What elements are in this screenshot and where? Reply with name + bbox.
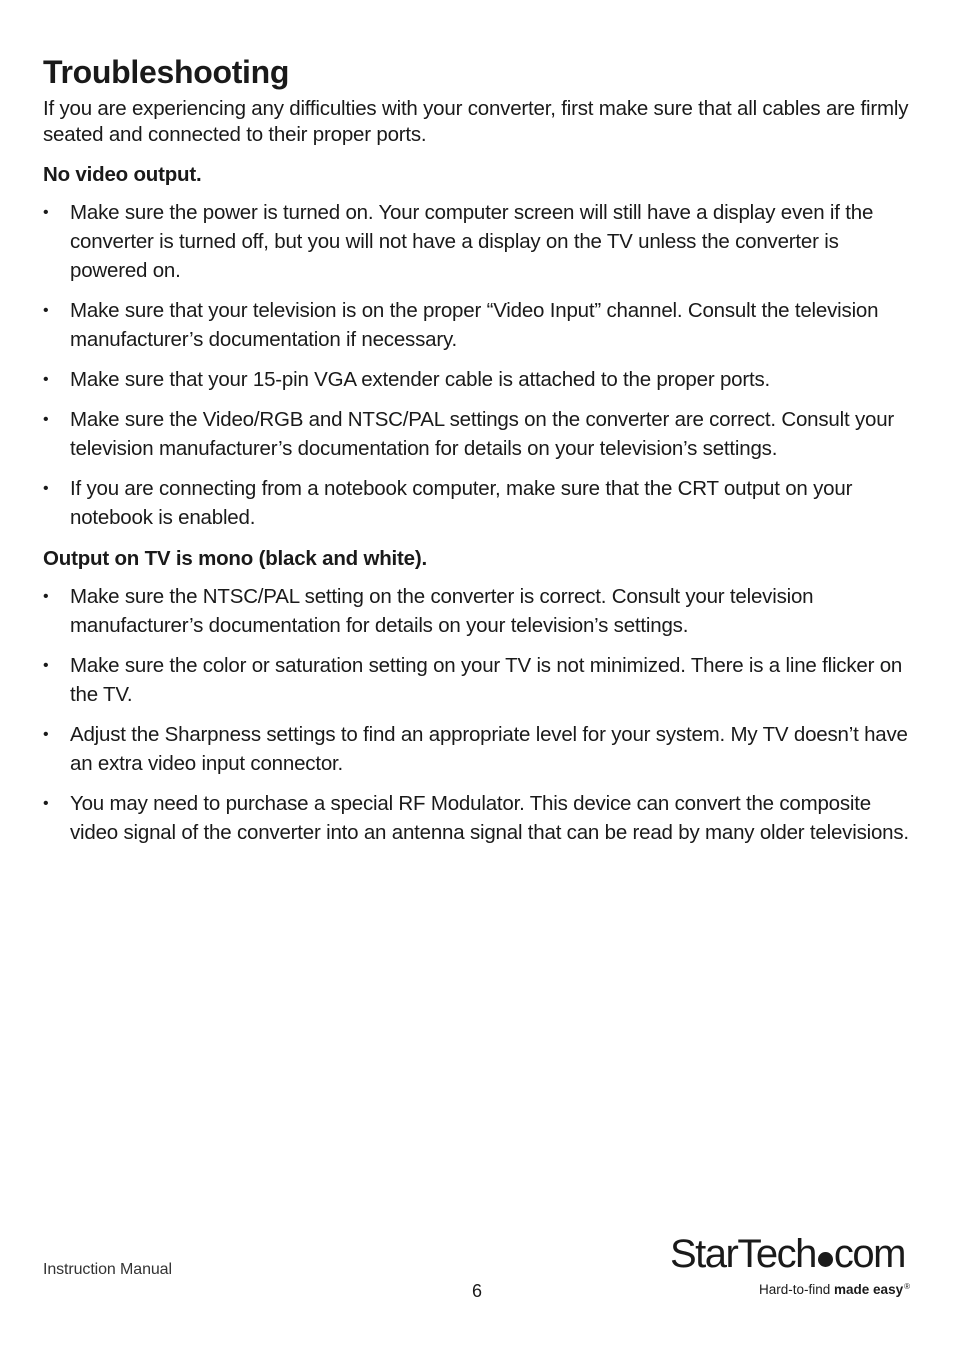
intro-paragraph: If you are experiencing any difficulties with your converter, first make sure that all cables are firmly seated and connected to their proper ports. bbox=[43, 97, 909, 146]
list-mono-output bbox=[43, 582, 913, 847]
bullet-icon: • bbox=[43, 371, 49, 388]
logo-dot-icon bbox=[818, 1252, 833, 1267]
page-title: Troubleshooting bbox=[43, 54, 290, 90]
bullet-icon: • bbox=[43, 480, 49, 497]
list-item: • Make sure the Video/RGB and NTSC/PAL settings on the converter are correct. Consult your television manufacturer’s documentation for details on your television’s settings. bbox=[43, 405, 913, 463]
list-item: • You may need to purchase a special RF Modulator. This device can convert the composite video signal of the converter into an antenna signal that can be read by many older televisions. bbox=[43, 789, 913, 847]
footer-manual-label: Instruction Manual bbox=[43, 1261, 172, 1278]
page-content bbox=[43, 52, 913, 858]
logo-tagline: Hard-to-find made easy® bbox=[759, 1282, 910, 1297]
list-item: • Make sure the power is turned on. Your computer screen will still have a display even if the converter is turned off, but you will not have a display on the TV unless the converter is powered on. bbox=[43, 198, 913, 285]
bullet-icon: • bbox=[43, 411, 49, 428]
list-item: • If you are connecting from a notebook computer, make sure that the CRT output on your notebook is enabled. bbox=[43, 474, 913, 532]
list-item: • Make sure that your 15-pin VGA extender cable is attached to the proper ports. bbox=[43, 365, 913, 394]
logo-wordmark: StarTech com bbox=[670, 1232, 905, 1276]
bullet-icon: • bbox=[43, 795, 49, 812]
bullet-icon: • bbox=[43, 588, 49, 605]
section-heading-no-video: No video output. bbox=[43, 163, 202, 186]
bullet-icon: • bbox=[43, 726, 49, 743]
list-item: • Make sure that your television is on the proper “Video Input” channel. Consult the television manufacturer’s documentation if necessary. bbox=[43, 296, 913, 354]
bullet-icon: • bbox=[43, 657, 49, 674]
list-item: • Make sure the color or saturation setting on your TV is not minimized. There is a line flicker on the TV. bbox=[43, 651, 913, 709]
list-item: • Adjust the Sharpness settings to find an appropriate level for your system. My TV doesn’t have an extra video input connector. bbox=[43, 720, 913, 778]
bullet-icon: • bbox=[43, 302, 49, 319]
page-number: 6 bbox=[471, 1281, 482, 1301]
list-item: • Make sure the NTSC/PAL setting on the converter is correct. Consult your television manufacturer’s documentation for details on your television’s settings. bbox=[43, 582, 913, 640]
bullet-icon: • bbox=[43, 204, 49, 221]
startech-logo bbox=[670, 1230, 910, 1305]
list-no-video bbox=[43, 198, 913, 532]
section-heading-mono-output: Output on TV is mono (black and white). bbox=[43, 547, 427, 570]
